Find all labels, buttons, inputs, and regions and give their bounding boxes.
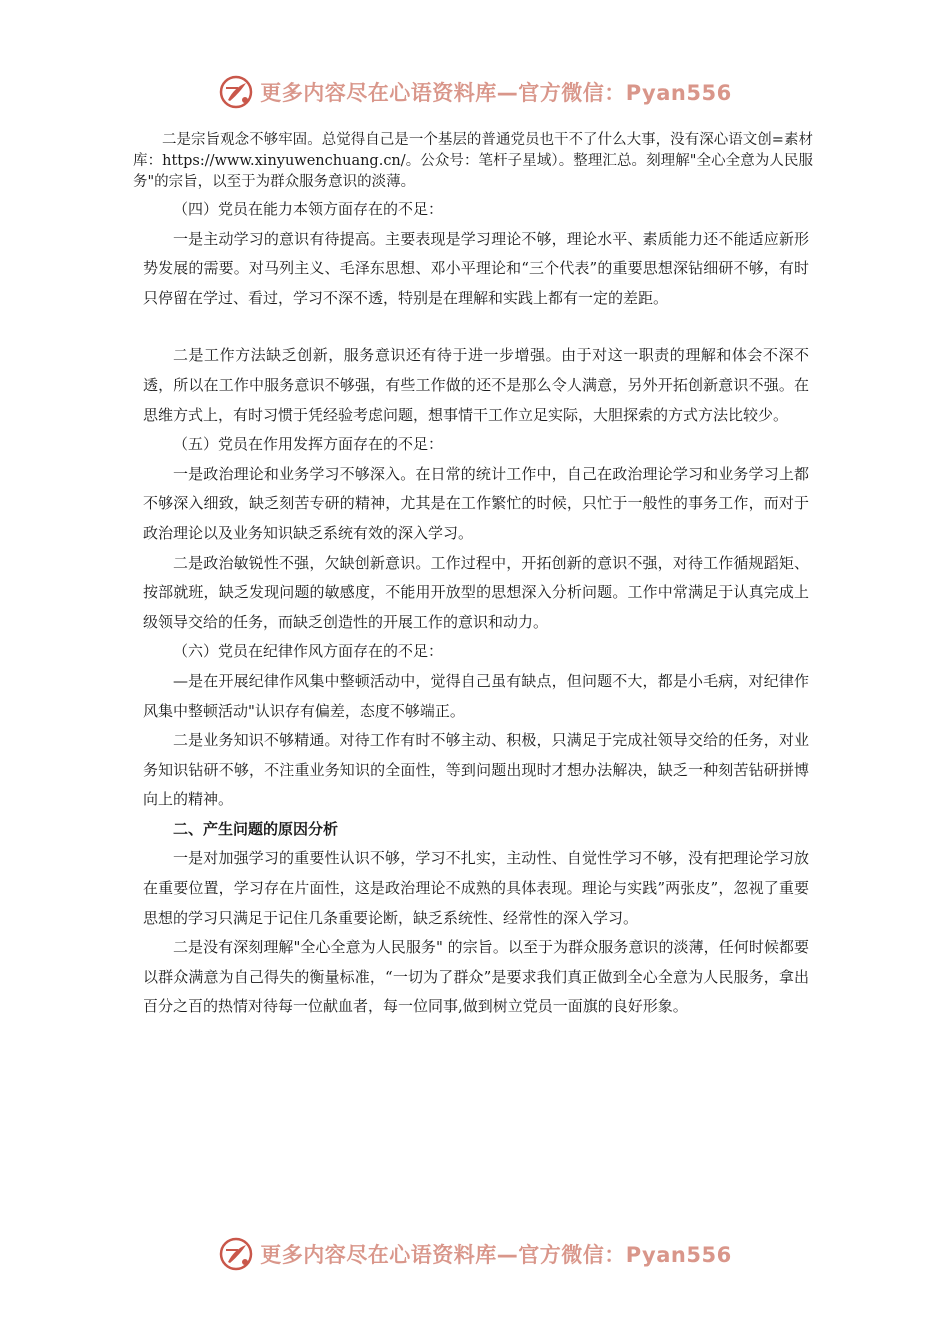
paragraph-learning: 一是主动学习的意识有待提高。主要表现是学习理论不够，理论水平、素质能力还不能适应新形势发展的需要。对马列主义、毛泽东思想、邓小平理论和“三个代表”的重要思想深钻细研不够，有时只停留在学过、看过，学习不深不透，特别是在理解和实践上都有一定的差距。 [143,229,809,307]
footer-banner [0,1232,950,1276]
paragraph-cause-purpose: 二是没有深刻理解"全心全意为人民服务" 的宗旨。以至于为群众服务意识的淡薄，任何时候都要以群众满意为自己得失的衡量标准，“一切为了群众”是要求我们真正做到全心全意为人民服务，拿出百分之百的热情对待每一位献血者，每一位同事,做到树立党员一面旗的良好形象。 [143,938,809,1016]
paragraph-method: 二是工作方法缺乏创新，服务意识还有待于进一步增强。由于对这一职责的理解和体会不深不透，所以在工作中服务意识不够强，有些工作做的还不是那么令人满意，另外开拓创新意识不强。在思维方式上，有时习惯于凭经验考虑问题，想事情干工作立足实际，大胆探索的方式方法比较少。 [143,346,809,424]
heading-role: （五）党员在作用发挥方面存在的不足： [173,435,444,454]
banner-text: 更多内容尽在心语资料库—官方微信：Pyan556 [260,81,732,105]
section-heading-causes: 二、产生问题的原因分析 [173,819,339,838]
paragraph-theory: 一是政治理论和业务学习不够深入。在日常的统计工作中，自己在政治理论学习和业务学习上都不够深入细致，缺乏刻苦专研的精神，尤其是在工作繁忙的时候，只忙于一般性的事务工作，而对于政治理论以及业务知识缺乏系统有效的深入学习。 [143,464,809,542]
logo-icon [218,1236,254,1272]
paragraph-purpose: 二是宗旨观念不够牢固。总觉得自己是一个基层的普通党员也干不了什么大事，没有深心语文创=素材库：https://www.xinyuwenchuang.cn/。公众号：笔杆子星域）。整理汇总。刻理解"全心全意为人民服务"的宗旨，以至于为群众服务意识的淡薄。 [133,132,813,190]
document-body [133,126,813,1022]
heading-discipline: （六）党员在纪律作风方面存在的不足： [173,642,444,661]
paragraph-knowledge: 二是业务知识不够精通。对待工作有时不够主动、积极，只满足于完成社领导交给的任务，对业务知识钻研不够，不注重业务知识的全面性，等到问题出现时才想办法解决，缺乏一种刻苦钻研拼博向上的精神。 [143,731,809,809]
logo-icon [218,74,254,110]
paragraph-sensitivity: 二是政治敏锐性不强，欠缺创新意识。工作过程中，开拓创新的意识不强，对待工作循规蹈矩、按部就班，缺乏发现问题的敏感度，不能用开放型的思想深入分析问题。工作中常满足于认真完成上级领导交给的任务，而缺乏创造性的开展工作的意识和动力。 [143,553,809,631]
spacer [143,313,809,341]
paragraph-discipline: —是在开展纪律作风集中整顿活动中，觉得自己虽有缺点，但问题不大，都是小毛病，对纪律作风集中整顿活动"认识存有偏差，态度不够端正。 [143,671,809,720]
paragraph-cause-learning: 一是对加强学习的重要性认识不够，学习不扎实，主动性、自觉性学习不够，没有把理论学习放在重要位置，学习存在片面性，这是政治理论不成熟的具体表现。理论与实践”两张皮”，忽视了重要思想的学习只满足于记住几条重要论断，缺乏系统性、经常性的深入学习。 [143,849,809,927]
banner-text: 更多内容尽在心语资料库—官方微信：Pyan556 [260,1243,732,1267]
header-banner [0,70,950,114]
heading-ability: （四）党员在能力本领方面存在的不足： [173,200,444,218]
paragraph-purpose-wrap [133,130,813,193]
